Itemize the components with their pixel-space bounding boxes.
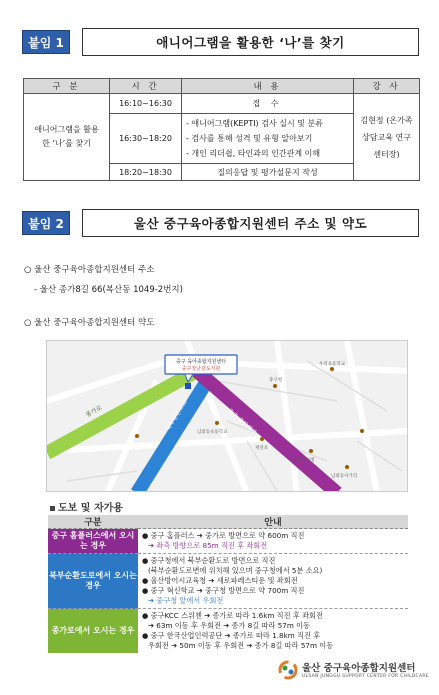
directions-table — [48, 515, 408, 653]
address-heading: ○ 울산 중구육아종합지원센터 주소 — [24, 265, 155, 275]
direction-category: 종가로에서 오시는 경우 — [48, 609, 138, 654]
header-category: 구 분 — [24, 79, 110, 94]
map-callout-line1: 중구 육아종합지원센터 — [176, 359, 226, 365]
direction-info: ● 중구청에서 북부순환도로 방면으로 직진 (북부순환도로변에 위치해 있으며 중구청에서 5분 소요) ● 울산방어시교육청 ➔ 새로파레스티운 및 좌회전 ● 중구 혁신학교 ➔ 중구청 방면으로 약 700m 직진 ➔ 중구청 앞에서 우회전 — [138, 554, 408, 609]
schedule-instructor: 김현정 (온가족 상담교육 연구센터장) — [354, 94, 420, 181]
schedule-time: 18:20~18:30 — [110, 164, 182, 181]
schedule-content: - 애니어그램(KEPTI) 검사 실시 및 분류 - 검사를 통해 성격 및 유형 알아보기 - 개인 리더쉽, 타인과의 인간관계 이해 — [182, 114, 354, 164]
road-label-green: 종가로 — [84, 404, 104, 419]
place-label: 재연초 — [255, 446, 269, 451]
section2-title: 울산 중구육아종합지원센터 주소 및 약도 — [82, 209, 419, 237]
directions-title: 도보 및 자가용 — [48, 499, 408, 515]
schedule-time: 16:10~16:30 — [110, 94, 182, 114]
place-label: 우리초등학교 — [319, 362, 346, 367]
center-logo-icon — [278, 660, 298, 680]
address-line: - 울산 종가8길 66(복산동 1049-2번지) — [34, 285, 183, 295]
footer-logo-subtitle: ULSAN JUNGGU SUPPORT CENTER FOR CHILDCARE — [302, 674, 429, 679]
directions-header-category: 구분 — [48, 515, 138, 529]
road-label-purple: 중구 중앙회로 — [225, 407, 258, 437]
direction-info: ● 중구KCC 스위첸 ➔ 종가로 따라 1.6km 직진 후 좌회전 ➔ 63m 이동 후 우회전 ➔ 종가 8길 따라 57m 이동 ● 중구 한국산업인력공단 ➔ 종가로 따라 1.8km 직진 후 우회전 ➔ 50m 이동 후 우회전 ➔ 종가 8길 따라 57m 이동 — [138, 609, 408, 654]
directions-box — [48, 499, 408, 650]
header-instructor: 강 사 — [354, 79, 420, 94]
place-label: 남외동사거리 — [331, 474, 358, 479]
location-map — [46, 340, 408, 492]
schedule-table — [23, 78, 420, 181]
header-content: 내 용 — [182, 79, 354, 94]
header-time: 시 간 — [110, 79, 182, 94]
section2-tag: 붙임 2 — [22, 211, 70, 235]
schedule-time: 16:30~18:20 — [110, 114, 182, 164]
direction-info: ● 중구 홈플러스 ➔ 중가로 방면으로 약 600m 직진 ➔ 좌측 방향으로 85m 직진 후 좌회전 — [138, 529, 408, 554]
schedule-content: 질의응답 및 평가설문지 작성 — [182, 164, 354, 181]
place-label: 울산중구청 — [293, 458, 315, 463]
section1-tag: 붙임 1 — [22, 30, 70, 54]
footer-logo-text: 울산 중구육아종합지원센터 — [302, 663, 416, 674]
square-bullet-icon — [50, 506, 55, 511]
direction-category: 북부순환도로에서 오시는 경우 — [48, 554, 138, 609]
road-label-blue: 북부순환도로 — [164, 398, 190, 433]
direction-category: 중구 홈플러스에서 오시는 경우 — [48, 529, 138, 554]
map-graphic — [47, 341, 408, 492]
map-heading: ○ 울산 중구육아종합지원센터 약도 — [24, 318, 155, 328]
schedule-category: 애니어그램을 활용한 ‘나’를 찾기 — [24, 94, 110, 181]
section1-title: 애니어그램을 활용한 ‘나’를 찾기 — [82, 28, 419, 56]
footer-logo — [278, 658, 428, 684]
place-label: 남외동초등학교 — [197, 430, 228, 435]
schedule-content: 접 수 — [182, 94, 354, 114]
place-label: 중구청 — [269, 378, 283, 383]
directions-header-info: 안내 — [138, 515, 408, 529]
map-callout-line2: 중구장난감도서관 — [181, 366, 221, 372]
